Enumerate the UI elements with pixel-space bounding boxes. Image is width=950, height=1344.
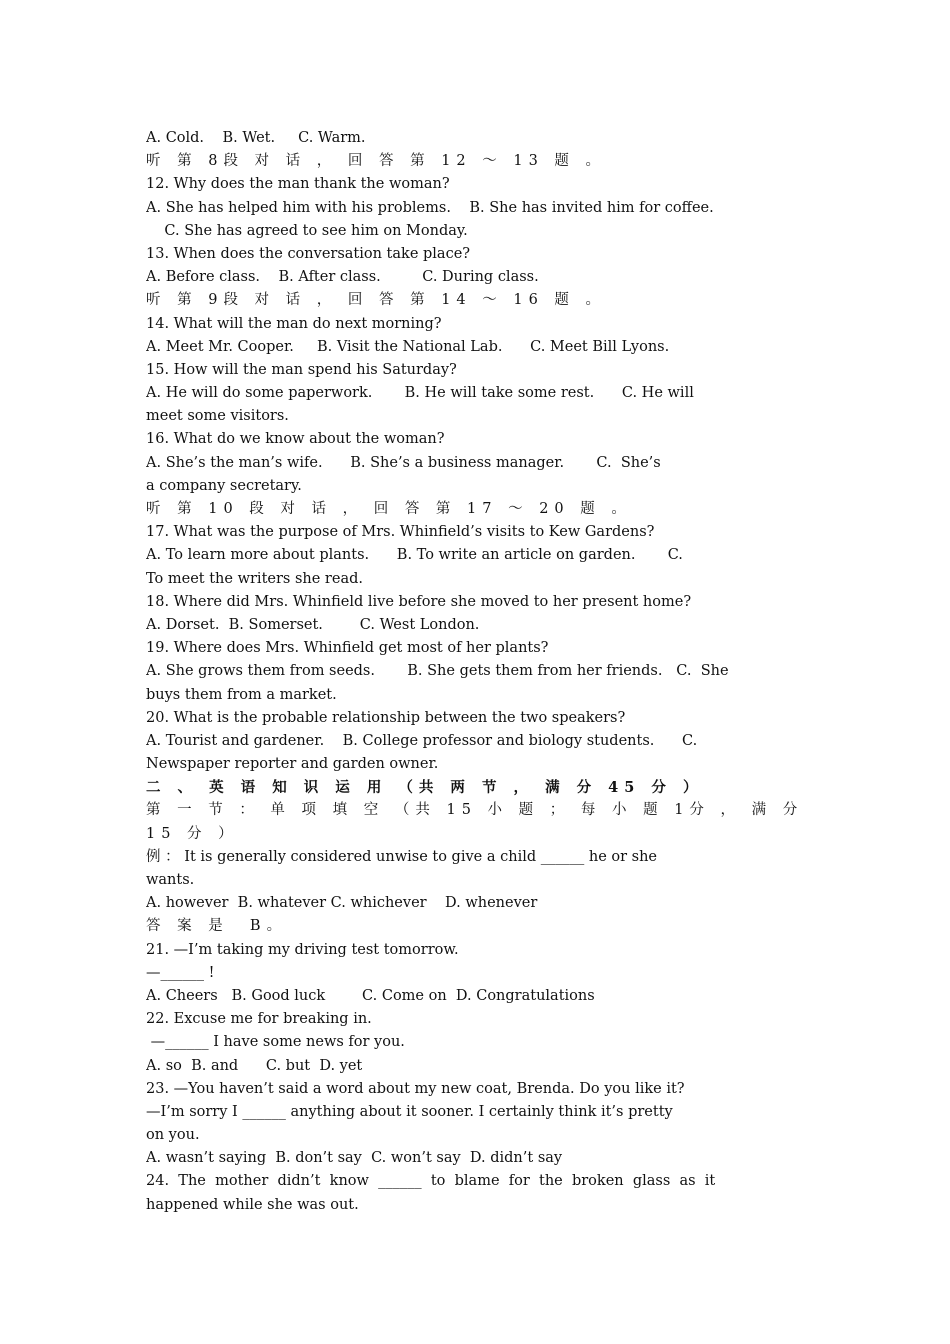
text-line: happened while she was out.: [146, 1196, 359, 1213]
text-line: on you.: [146, 1127, 200, 1144]
text-line: 22. Excuse me for breaking in.: [146, 1011, 372, 1028]
text-line: meet some visitors.: [146, 408, 289, 425]
text-line: wants.: [146, 872, 195, 888]
text-line: A. wasn’t saying B. don’t say C. won’t say D. didn’t say: [146, 1150, 563, 1167]
text-line: buys them from a market.: [146, 686, 337, 703]
document-body: [146, 127, 806, 1217]
text-line: A. Cheers B. Good luck C. Come on D. Congratulations: [146, 987, 595, 1004]
text-line: —______ I have some news for you.: [146, 1034, 405, 1051]
text-line: A. Meet Mr. Cooper. B. Visit the National Lab. C. Meet Bill Lyons.: [146, 338, 670, 355]
text-line: 15. How will the man spend his Saturday?: [146, 361, 457, 378]
text-line: 13. When does the conversation take place?: [146, 245, 471, 262]
text-line: A. To learn more about plants. B. To write an article on garden. C.: [146, 547, 683, 564]
text-line: 听 第 8段 对 话 ， 回 答 第 12 ～ 13 题 。: [146, 153, 607, 170]
text-line: A. She grows them from seeds. B. She gets them from her friends. C. She: [146, 663, 729, 680]
text-line: —______ !: [146, 964, 215, 981]
text-line: —I’m sorry I ______ anything about it sooner. I certainly think it’s pretty: [146, 1103, 673, 1120]
text-line: A. Tourist and gardener. B. College professor and biology students. C.: [146, 732, 698, 749]
text-line: 20. What is the probable relationship between the two speakers?: [146, 709, 626, 726]
text-line: 15 分 ）: [146, 825, 239, 842]
text-line: 例 ： It is generally considered unwise to give a child ______ he or she: [146, 848, 658, 865]
text-line: 17. What was the purpose of Mrs. Whinfield’s visits to Kew Gardens?: [146, 524, 655, 541]
text-line: 第 一 节 ： 单 项 填 空 （共 15 小 题 ； 每 小 题 1分 ， 满 分: [146, 802, 804, 819]
text-line: 二 、 英 语 知 识 运 用 （共 两 节 ， 满 分 45 分 ）: [146, 779, 704, 797]
text-line: To meet the writers she read.: [146, 570, 363, 587]
text-line: 24. The mother didn’t know ______ to blame for the broken glass as it: [146, 1173, 716, 1190]
text-line: Newspaper reporter and garden owner.: [146, 756, 439, 773]
text-line: 16. What do we know about the woman?: [146, 431, 445, 448]
text-line: A. so B. and C. but D. yet: [146, 1057, 363, 1074]
text-line: 听 第 9段 对 话 ， 回 答 第 14 ～ 16 题 。: [146, 292, 607, 309]
text-line: 12. Why does the man thank the woman?: [146, 176, 450, 193]
text-line: 14. What will the man do next morning?: [146, 315, 442, 332]
text-line: A. Cold. B. Wet. C. Warm.: [146, 130, 366, 146]
text-line: A. She’s the man’s wife. B. She’s a business manager. C. She’s: [146, 454, 661, 471]
text-line: 21. —I’m taking my driving test tomorrow.: [146, 941, 459, 958]
text-line: 答 案 是 B。: [146, 918, 288, 935]
text-line: A. He will do some paperwork. B. He will take some rest. C. He will: [146, 385, 694, 402]
text-line: A. Before class. B. After class. C. During class.: [146, 269, 539, 286]
text-line: 18. Where did Mrs. Whinfield live before she moved to her present home?: [146, 593, 692, 610]
text-line: C. She has agreed to see him on Monday.: [146, 222, 468, 239]
text-line: A. however B. whatever C. whichever D. whenever: [146, 895, 538, 912]
text-line: A. She has helped him with his problems. B. She has invited him for coffee.: [146, 199, 714, 216]
text-line: 19. Where does Mrs. Whinfield get most of her plants?: [146, 640, 549, 657]
text-line: 听 第 10 段 对 话 ， 回 答 第 17 ～ 20 题 。: [146, 501, 632, 517]
text-line: a company secretary.: [146, 477, 302, 494]
text-line: 23. —You haven’t said a word about my new coat, Brenda. Do you like it?: [146, 1080, 685, 1097]
text-line: A. Dorset. B. Somerset. C. West London.: [146, 616, 480, 633]
